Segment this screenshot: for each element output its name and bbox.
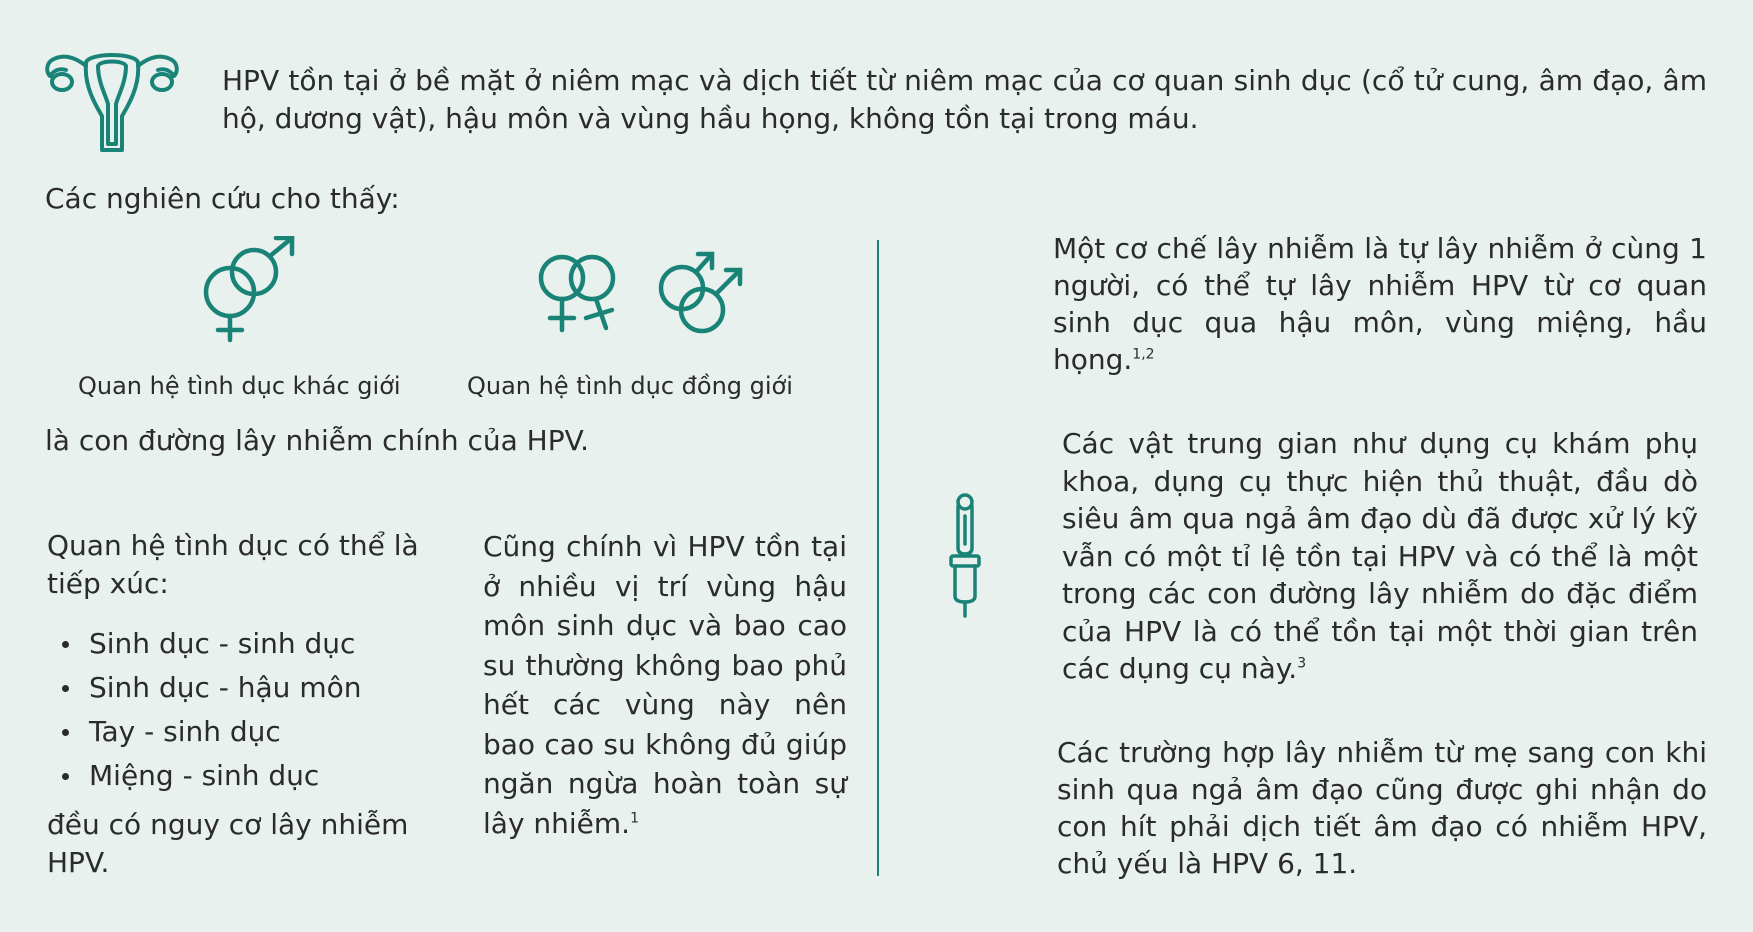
- bullet-icon: [62, 729, 69, 736]
- bullet-icon: [62, 773, 69, 780]
- list-item: Sinh dục - hậu môn: [62, 666, 361, 710]
- reference-marker: 1: [630, 810, 640, 827]
- list-item: Tay - sinh dục: [62, 710, 361, 754]
- bullet-icon: [62, 685, 69, 692]
- studies-heading: Các nghiên cứu cho thấy:: [45, 182, 400, 215]
- intro-paragraph: HPV tồn tại ở bề mặt ở niêm mạc và dịch tiết từ niêm mạc của cơ quan sinh dục (cổ tử cung, âm đạo, âm hộ, dương vật), hậu môn và vùng hầu họng, không tồn tại trong máu.: [222, 64, 1707, 135]
- male-male-icon: [656, 248, 746, 336]
- condom-paragraph: Cũng chính vì HPV tồn tại ở nhiều vị trí vùng hậu môn sinh dục và bao cao su thường không bao phủ hết các vùng này nên bao cao su không đủ giúp ngăn ngừa hoàn toàn sự lây nhiễm.$^1$: [483, 530, 847, 840]
- main-route-text: là con đường lây nhiễm chính của HPV.: [45, 424, 590, 457]
- contact-intro: Quan hệ tình dục có thể là tiếp xúc:: [47, 529, 419, 600]
- instruments-paragraph: Các vật trung gian như dụng cụ khám phụ khoa, dụng cụ thực hiện thủ thuật, đầu dò siêu âm qua ngả âm đạo dù đã được xử lý kỹ vẫn có một tỉ lệ tồn tại HPV và có thể là một trong các con đường lây nhiễm do đặc điểm của HPV là có thể tồn tại một thời gian trên các dụng cụ này.$^3$: [1062, 427, 1698, 685]
- uterus-icon: [44, 46, 180, 156]
- column-divider: [877, 240, 879, 876]
- bullet-icon: [62, 641, 69, 648]
- reference-marker: 1,2: [1132, 346, 1155, 363]
- mother-to-child-paragraph: Các trường hợp lây nhiễm từ mẹ sang con khi sinh qua ngả âm đạo cũng được ghi nhận do con hít phải dịch tiết âm đạo có nhiễm HPV, chủ yếu là HPV 6, 11.: [1057, 736, 1707, 880]
- reference-marker: 3: [1297, 655, 1307, 672]
- contact-outro: đều có nguy cơ lây nhiễm HPV.: [47, 808, 409, 879]
- self-infection-paragraph: Một cơ chế lây nhiễm là tự lây nhiễm ở cùng 1 người, có thể tự lây nhiễm HPV từ cơ quan sinh dục qua hậu môn, vùng miệng, hầu họng.$^{1,2}$: [1053, 232, 1707, 376]
- list-item: Miệng - sinh dục: [62, 754, 361, 798]
- ultrasound-probe-icon: [945, 492, 985, 622]
- homosexual-caption: Quan hệ tình dục đồng giới: [467, 372, 793, 400]
- list-item: Sinh dục - sinh dục: [62, 622, 361, 666]
- heterosexual-caption: Quan hệ tình dục khác giới: [78, 372, 401, 400]
- female-female-icon: [536, 252, 626, 334]
- heterosexual-icon: [200, 236, 300, 344]
- contact-list: [62, 622, 361, 798]
